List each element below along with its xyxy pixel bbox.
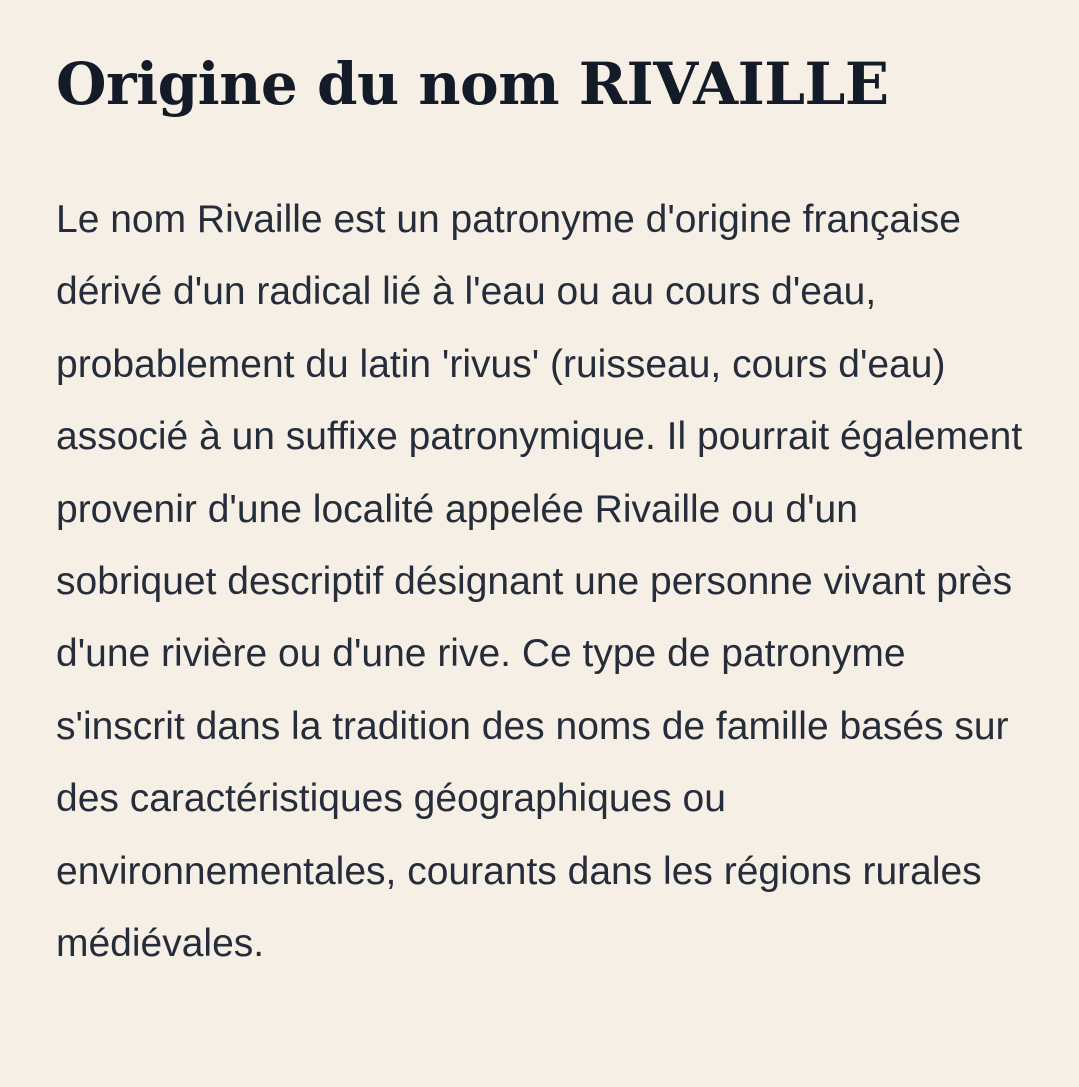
page-title: Origine du nom RIVAILLE [56, 50, 889, 118]
origin-description: Le nom Rivaille est un patronyme d'origine française dérivé d'un radical lié à l'eau ou au cours d'eau, probablement du latin 'rivus' (ruisseau, cours d'eau) associé à un suffixe patronymique. Il pourrait également provenir d'une localité appelée Rivaille ou d'un sobriquet descriptif désignant une personne vivant près d'une rivière ou d'une rive. Ce type de patronyme s'inscrit dans la tradition des noms de famille basés sur des caractéristiques géographiques ou environnementales, courants dans les régions rurales médiévales. [56, 198, 1023, 966]
